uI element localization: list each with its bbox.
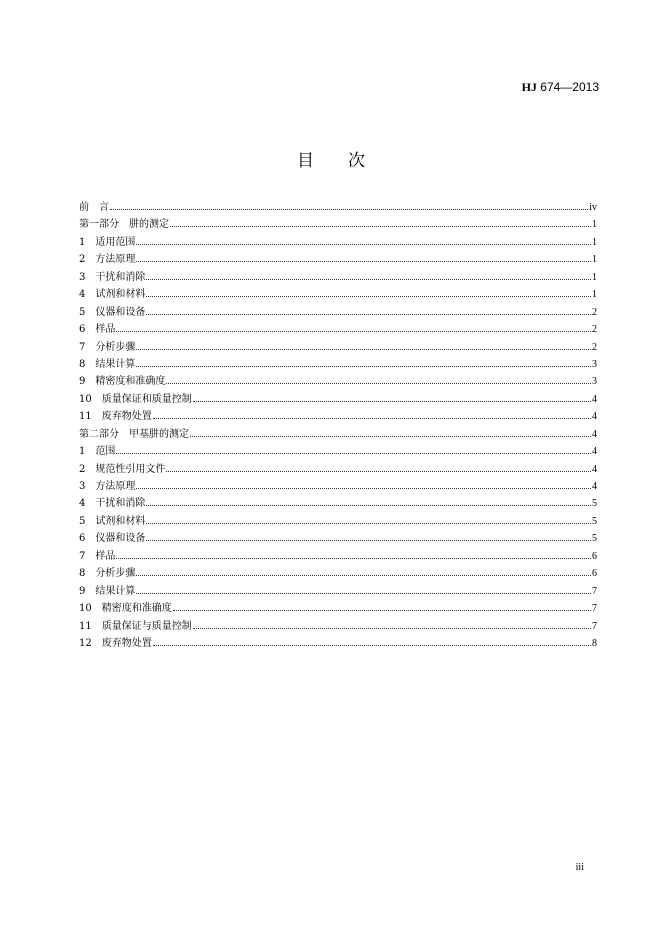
toc-entry-page: 8 <box>592 637 597 649</box>
toc-entry-page: 3 <box>592 376 597 388</box>
toc-entry-label: 6 样品 <box>79 324 116 336</box>
toc-entry-label: 2 规范性引用文件 <box>79 463 166 475</box>
toc-entry-label: 8 分析步骤 <box>79 568 136 580</box>
toc-entry-label: 11 废弃物处置 <box>79 411 152 423</box>
toc-entry-label: 12 废弃物处置 <box>79 637 152 649</box>
toc-entry-page: 1 <box>592 236 597 248</box>
dot-leader <box>146 279 591 280</box>
toc-entry[interactable] <box>79 286 597 303</box>
toc-entry-label: 8 结果计算 <box>79 358 136 370</box>
dot-leader <box>190 436 591 437</box>
dot-leader <box>166 383 591 384</box>
toc-entry-page: 1 <box>592 271 597 283</box>
dot-leader <box>193 401 591 402</box>
toc-entry-label: 4 试剂和材料 <box>79 289 146 301</box>
toc-entry-page: 1 <box>592 289 597 301</box>
dot-leader <box>136 593 591 594</box>
dot-leader <box>136 366 591 367</box>
toc-entry[interactable] <box>79 495 597 512</box>
toc-entry-label: 7 样品 <box>79 550 116 562</box>
toc-entry-page: 5 <box>592 533 597 545</box>
dot-leader <box>146 523 591 524</box>
toc-entry[interactable] <box>79 216 597 233</box>
dot-leader <box>136 488 591 489</box>
toc-entry-page: 5 <box>592 515 597 527</box>
toc-entry-page: 4 <box>592 428 597 440</box>
toc-entry-label: 5 仪器和设备 <box>79 306 146 318</box>
dot-leader <box>166 471 591 472</box>
dot-leader <box>136 244 591 245</box>
toc-entry-page: 3 <box>592 358 597 370</box>
toc-entry[interactable] <box>79 443 597 460</box>
toc-entry-label: 4 干扰和消除 <box>79 498 146 510</box>
standard-number: 674—2013 <box>540 80 599 94</box>
page-number: iii <box>575 862 584 873</box>
toc-entry-page: 4 <box>592 481 597 492</box>
toc-entry[interactable] <box>79 234 597 251</box>
dot-leader <box>136 575 591 576</box>
toc-entry-label: 第一部分 肼的测定 <box>79 219 169 231</box>
toc-entry-label: 11 质量保证与质量控制 <box>79 620 192 632</box>
toc-entry-label: 9 精密度和准确度 <box>79 376 166 388</box>
dot-leader <box>146 296 591 297</box>
dot-leader <box>170 226 591 227</box>
toc-entry[interactable] <box>79 304 597 321</box>
document-header <box>522 80 599 95</box>
dot-leader <box>193 628 591 629</box>
toc-entry[interactable] <box>79 269 597 286</box>
toc-entry[interactable] <box>79 391 597 408</box>
table-of-contents <box>79 199 597 652</box>
toc-entry[interactable] <box>79 199 597 216</box>
toc-entry[interactable] <box>79 426 597 443</box>
toc-entry[interactable] <box>79 600 597 617</box>
toc-entry-page: 1 <box>592 254 597 266</box>
toc-entry-page: 2 <box>592 341 597 353</box>
toc-entry[interactable] <box>79 530 597 547</box>
dot-leader <box>136 261 591 262</box>
dot-leader <box>146 314 591 315</box>
toc-entry-page: 7 <box>592 620 597 632</box>
toc-entry-page: 4 <box>592 393 597 405</box>
toc-entry-label: 2 方法原理 <box>79 254 136 266</box>
toc-entry-page: iv <box>589 202 597 213</box>
toc-entry-label: 5 试剂和材料 <box>79 515 146 527</box>
toc-entry-page: 7 <box>592 585 597 597</box>
toc-entry-page: 1 <box>592 219 597 231</box>
toc-entry[interactable] <box>79 635 597 652</box>
toc-entry-page: 4 <box>592 446 597 458</box>
page-title: 目次 <box>297 151 399 171</box>
toc-entry-page: 6 <box>592 568 597 580</box>
toc-entry[interactable] <box>79 478 597 495</box>
toc-entry-page: 4 <box>592 463 597 475</box>
toc-entry[interactable] <box>79 618 597 635</box>
toc-entry-label: 9 结果计算 <box>79 585 136 597</box>
toc-entry[interactable] <box>79 408 597 425</box>
toc-entry-page: 2 <box>592 306 597 318</box>
toc-entry-page: 2 <box>592 324 597 336</box>
toc-entry[interactable] <box>79 321 597 338</box>
dot-leader <box>173 610 591 611</box>
dot-leader <box>146 540 591 541</box>
dot-leader <box>116 453 591 454</box>
toc-entry[interactable] <box>79 251 597 268</box>
dot-leader <box>136 349 591 350</box>
toc-entry-label: 第二部分 甲基肼的测定 <box>79 428 189 440</box>
toc-entry-label: 10 精密度和准确度 <box>79 603 172 615</box>
toc-entry-label: 前 言 <box>79 202 109 213</box>
toc-entry-page: 5 <box>592 498 597 510</box>
dot-leader <box>116 331 591 332</box>
dot-leader <box>153 418 591 419</box>
toc-entry-label: 7 分析步骤 <box>79 341 136 353</box>
toc-entry[interactable] <box>79 356 597 373</box>
toc-entry[interactable] <box>79 461 597 478</box>
toc-entry-label: 3 干扰和消除 <box>79 271 146 283</box>
dot-leader <box>110 209 588 210</box>
toc-entry-page: 4 <box>592 411 597 423</box>
toc-entry-label: 6 仪器和设备 <box>79 533 146 545</box>
toc-entry[interactable] <box>79 339 597 356</box>
toc-entry-label: 1 适用范围 <box>79 236 136 248</box>
toc-entry[interactable] <box>79 548 597 565</box>
toc-entry[interactable] <box>79 583 597 600</box>
toc-entry-label: 3 方法原理 <box>79 481 136 492</box>
toc-entry-page: 6 <box>592 550 597 562</box>
dot-leader <box>153 645 591 646</box>
dot-leader <box>116 558 591 559</box>
toc-entry-label: 10 质量保证和质量控制 <box>79 393 192 405</box>
toc-entry[interactable] <box>79 513 597 530</box>
toc-entry[interactable] <box>79 565 597 582</box>
toc-entry[interactable] <box>79 373 597 390</box>
toc-entry-label: 1 范围 <box>79 446 116 458</box>
dot-leader <box>146 505 591 506</box>
toc-entry-page: 7 <box>592 603 597 615</box>
standard-code: HJ <box>521 80 537 94</box>
